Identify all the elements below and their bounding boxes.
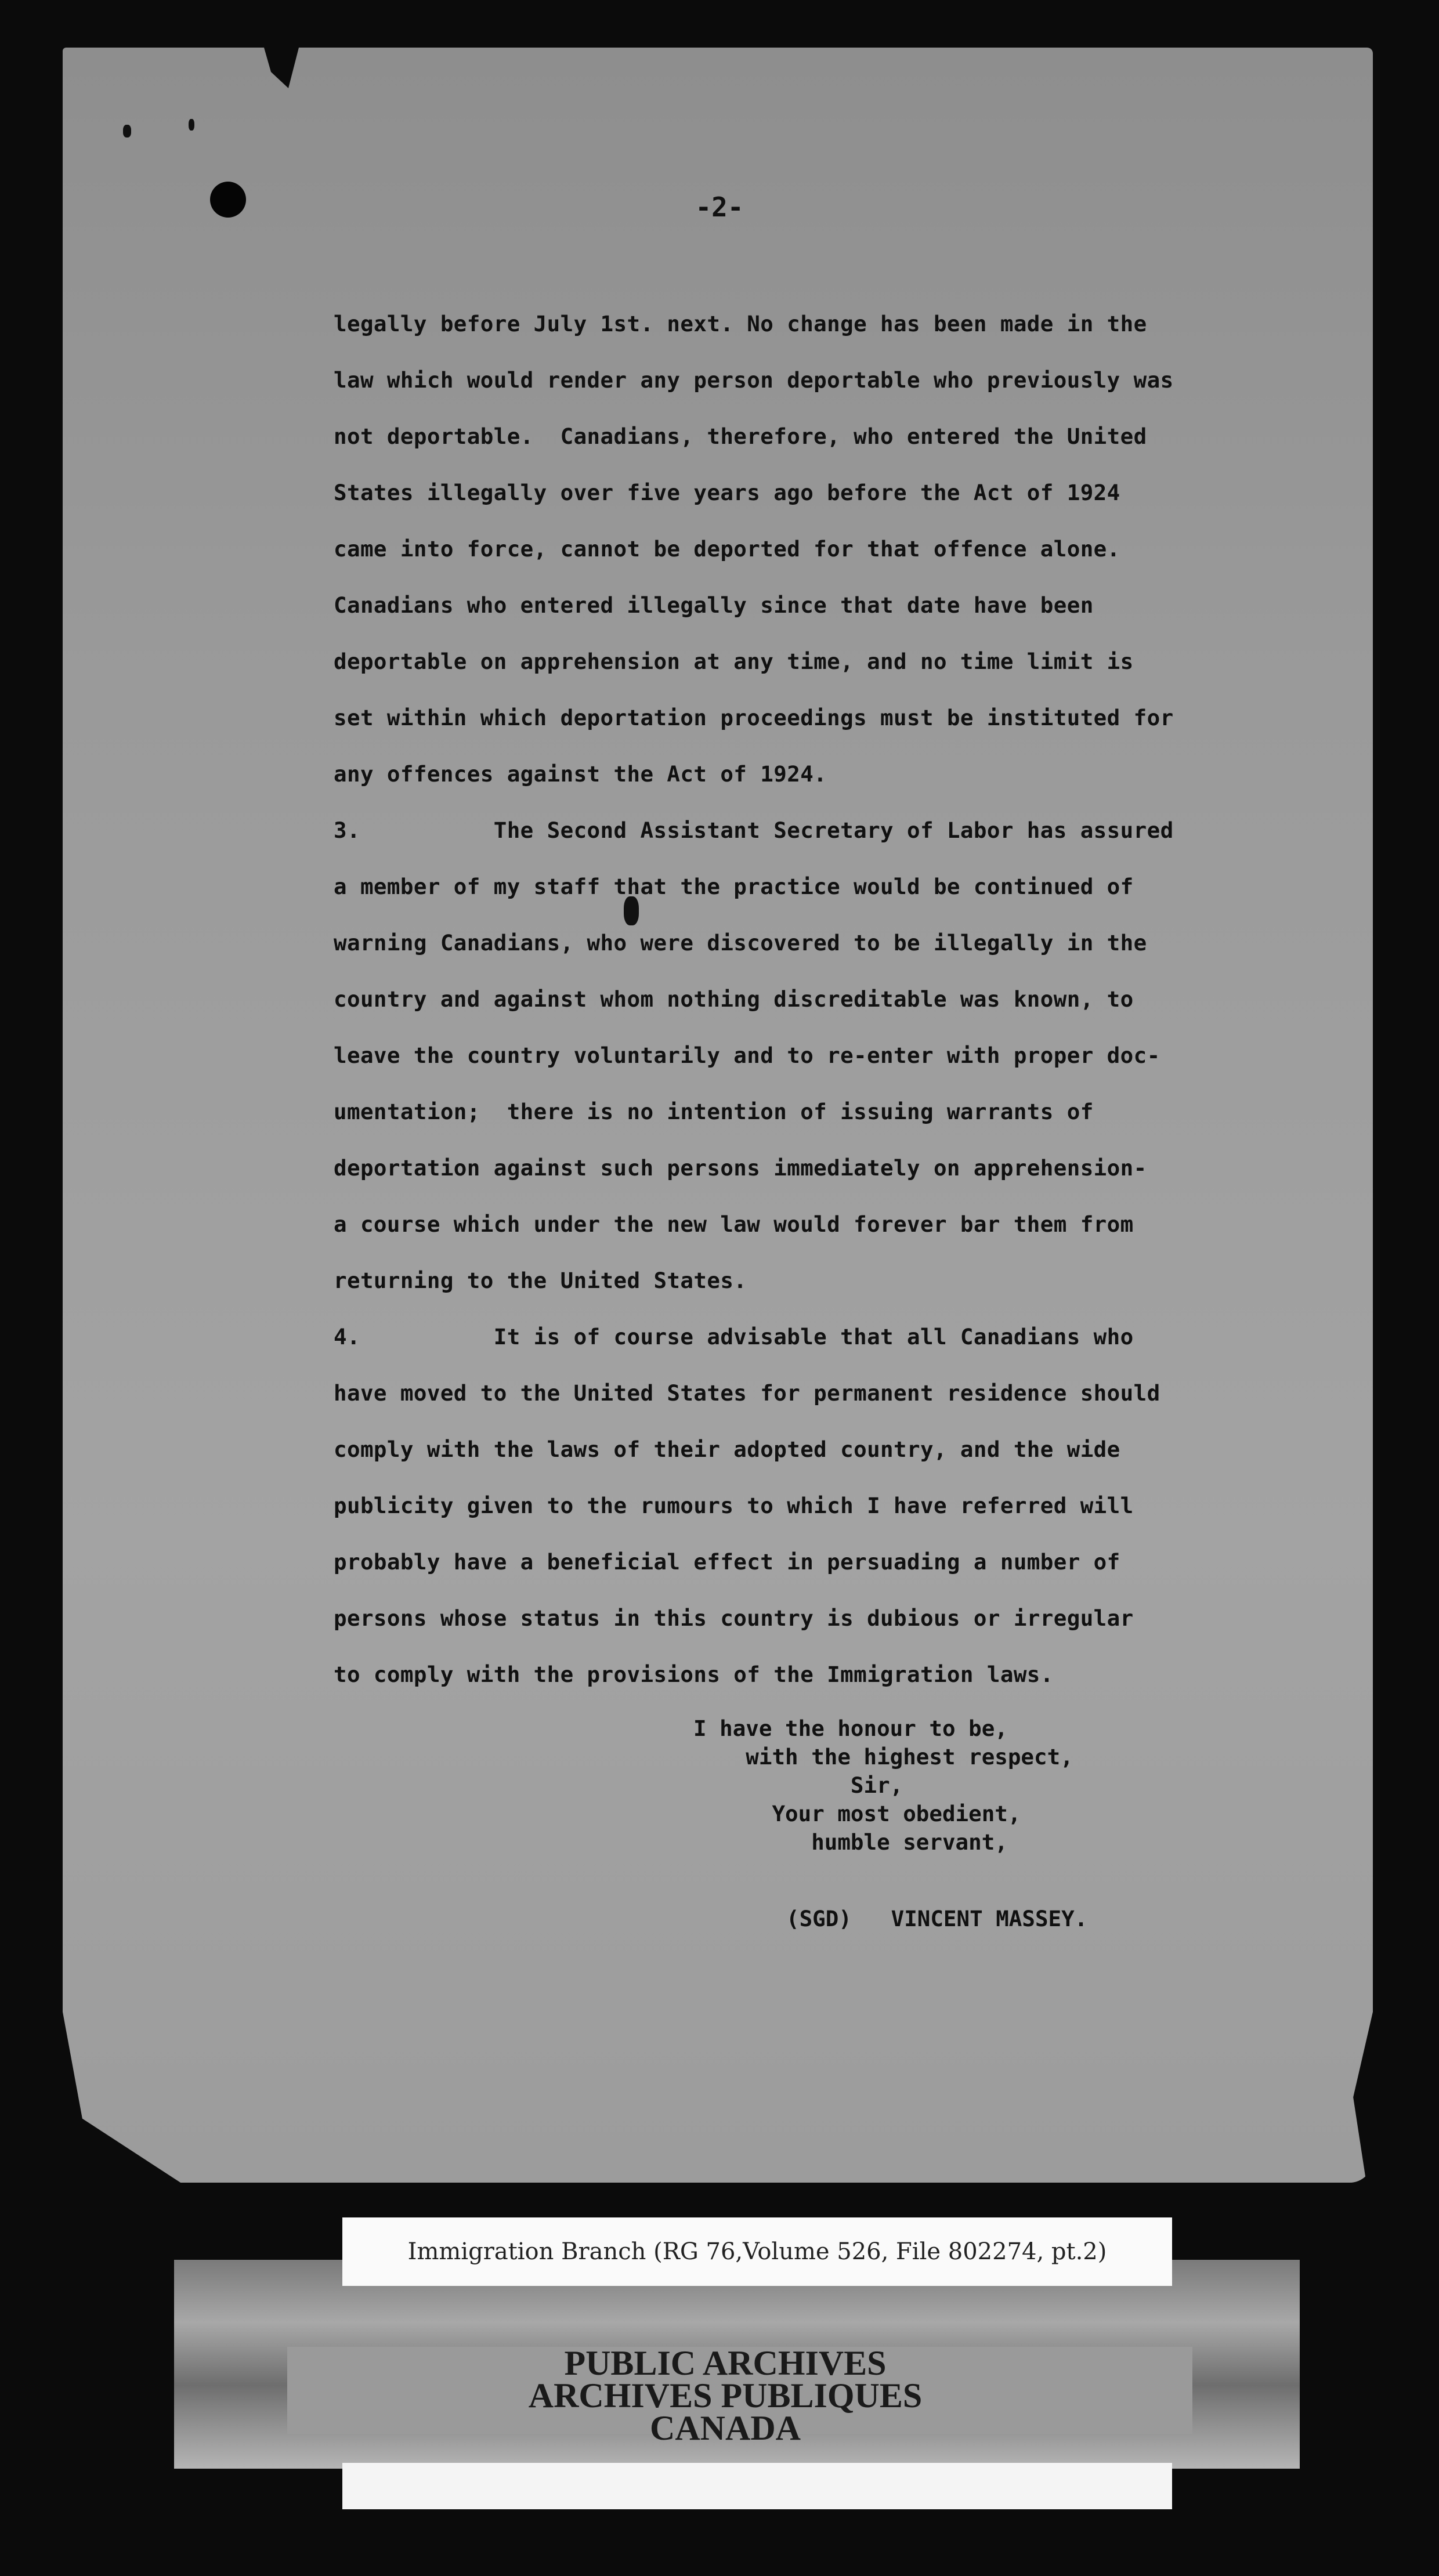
body-line: came into force, cannot be deported for that offence alone.	[334, 536, 1120, 562]
body-line: a course which under the new law would forever bar them from	[334, 1211, 1134, 1237]
stamp-line: PUBLIC ARCHIVES	[564, 2344, 887, 2382]
body-line: publicity given to the rumours to which I have referred will	[334, 1493, 1134, 1518]
body-line: to comply with the provisions of the Immigration laws.	[334, 1662, 1054, 1687]
letter-body	[334, 296, 1227, 1703]
closing-line: Sir,	[693, 1772, 903, 1798]
label-bar	[342, 2463, 1172, 2509]
body-line: comply with the laws of their adopted country, and the wide	[334, 1437, 1120, 1462]
body-line: deportable on apprehension at any time, and no time limit is	[334, 649, 1134, 674]
body-line: persons whose status in this country is dubious or irregular	[334, 1605, 1134, 1631]
body-line: a member of my staff that the practice would be continued of	[334, 874, 1134, 899]
closing-line: Your most obedient,	[693, 1801, 1021, 1826]
stamp-line: ARCHIVES PUBLIQUES	[528, 2376, 923, 2415]
closing-line: with the highest respect,	[693, 1744, 1073, 1770]
body-line: leave the country voluntarily and to re-enter with proper doc-	[334, 1043, 1160, 1068]
body-line: have moved to the United States for permanent residence should	[334, 1380, 1160, 1406]
paragraph-4-start: 4. It is of course advisable that all Canadians who	[334, 1324, 1134, 1349]
body-line: probably have a beneficial effect in persuading a number of	[334, 1549, 1120, 1575]
body-line: deportation against such persons immediately on apprehension-	[334, 1155, 1147, 1181]
punch-hole	[210, 182, 246, 218]
closing-line: I have the honour to be,	[693, 1716, 1008, 1741]
body-line: warning Canadians, who were discovered to be illegally in the	[334, 930, 1147, 956]
archives-stamp	[470, 2344, 981, 2447]
body-line: legally before July 1st. next. No change has been made in the	[334, 311, 1147, 337]
ink-speck	[189, 119, 194, 131]
paragraph-3-start: 3. The Second Assistant Secretary of Labor has assured	[334, 817, 1174, 843]
body-line: not deportable. Canadians, therefore, who entered the United	[334, 424, 1147, 449]
body-line: umentation; there is no intention of issuing warrants of	[334, 1099, 1094, 1124]
closing-block	[693, 1714, 1216, 1857]
body-line: States illegally over five years ago before the Act of 1924	[334, 480, 1120, 505]
body-line: country and against whom nothing discreditable was known, to	[334, 986, 1134, 1012]
body-line: law which would render any person deportable who previously was	[334, 367, 1174, 393]
closing-line: humble servant,	[693, 1829, 1008, 1855]
body-line: returning to the United States.	[334, 1268, 747, 1293]
page-number: -2-	[695, 191, 744, 223]
signature: (SGD) VINCENT MASSEY.	[786, 1906, 1088, 1931]
archive-reference-label: Immigration Branch (RG 76,Volume 526, File 802274, pt.2)	[342, 2217, 1172, 2286]
stamp-line: CANADA	[650, 2409, 801, 2447]
ink-speck	[123, 125, 131, 138]
body-line: any offences against the Act of 1924.	[334, 761, 827, 787]
body-line: set within which deportation proceedings must be instituted for	[334, 705, 1174, 730]
body-line: Canadians who entered illegally since that date have been	[334, 592, 1094, 618]
